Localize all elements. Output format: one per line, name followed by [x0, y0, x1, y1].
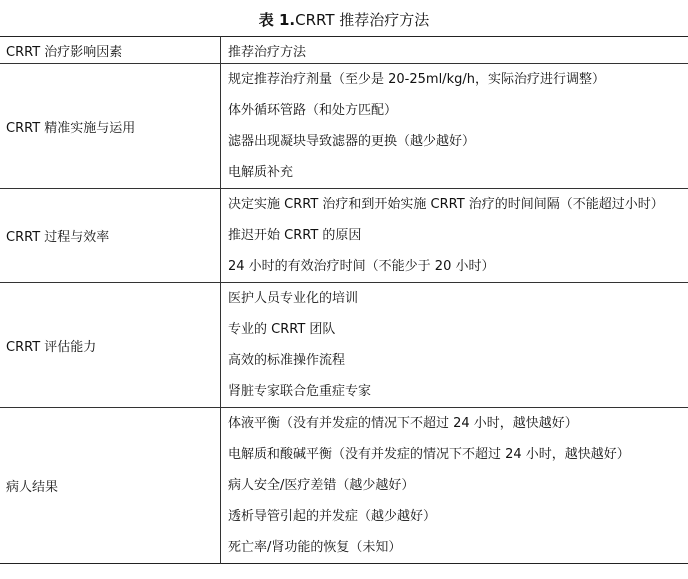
- table-row: [0, 408, 688, 564]
- table-header-row: [0, 37, 688, 64]
- method-item: 滤器出现凝块导致滤器的更换（越少越好）: [228, 134, 476, 149]
- header-method: 推荐治疗方法: [221, 37, 688, 64]
- method-item: 体外循环管路（和处方匹配）: [228, 103, 398, 118]
- methods-cell: [221, 64, 688, 189]
- method-item: 病人安全/医疗差错（越少越好）: [228, 478, 415, 493]
- factor-cell: 病人结果: [0, 408, 221, 564]
- table-caption: [0, 8, 688, 32]
- method-item: 医护人员专业化的培训: [228, 291, 359, 306]
- header-factor: CRRT 治疗影响因素: [0, 37, 221, 64]
- method-item: 高效的标准操作流程: [228, 353, 346, 368]
- method-item: 24 小时的有效治疗时间（不能少于 20 小时）: [228, 259, 495, 274]
- method-item: 透析导管引起的并发症（越少越好）: [228, 509, 437, 524]
- factor-cell: CRRT 精准实施与运用: [0, 64, 221, 189]
- crrt-table: [0, 36, 688, 564]
- method-item: 规定推荐治疗剂量（至少是 20-25ml/kg/h，实际治疗进行调整）: [228, 72, 605, 87]
- caption-title: CRRT 推荐治疗方法: [295, 11, 430, 29]
- caption-prefix: 表 1.: [258, 11, 296, 29]
- factor-cell: CRRT 过程与效率: [0, 189, 221, 283]
- method-item: 专业的 CRRT 团队: [228, 322, 336, 337]
- factor-cell: CRRT 评估能力: [0, 283, 221, 408]
- method-item: 决定实施 CRRT 治疗和到开始实施 CRRT 治疗的时间间隔（不能超过小时）: [228, 197, 664, 212]
- method-item: 肾脏专家联合危重症专家: [228, 384, 372, 399]
- method-item: 电解质补充: [228, 165, 294, 180]
- method-item: 死亡率/肾功能的恢复（未知）: [228, 540, 402, 555]
- method-item: 体液平衡（没有并发症的情况下不超过 24 小时，越快越好）: [228, 416, 578, 431]
- table-row: [0, 189, 688, 283]
- table-row: [0, 64, 688, 189]
- method-item: 推迟开始 CRRT 的原因: [228, 228, 362, 243]
- methods-cell: [221, 408, 688, 564]
- table-row: [0, 283, 688, 408]
- methods-cell: [221, 189, 688, 283]
- method-item: 电解质和酸碱平衡（没有并发症的情况下不超过 24 小时，越快越好）: [228, 447, 630, 462]
- methods-cell: [221, 283, 688, 408]
